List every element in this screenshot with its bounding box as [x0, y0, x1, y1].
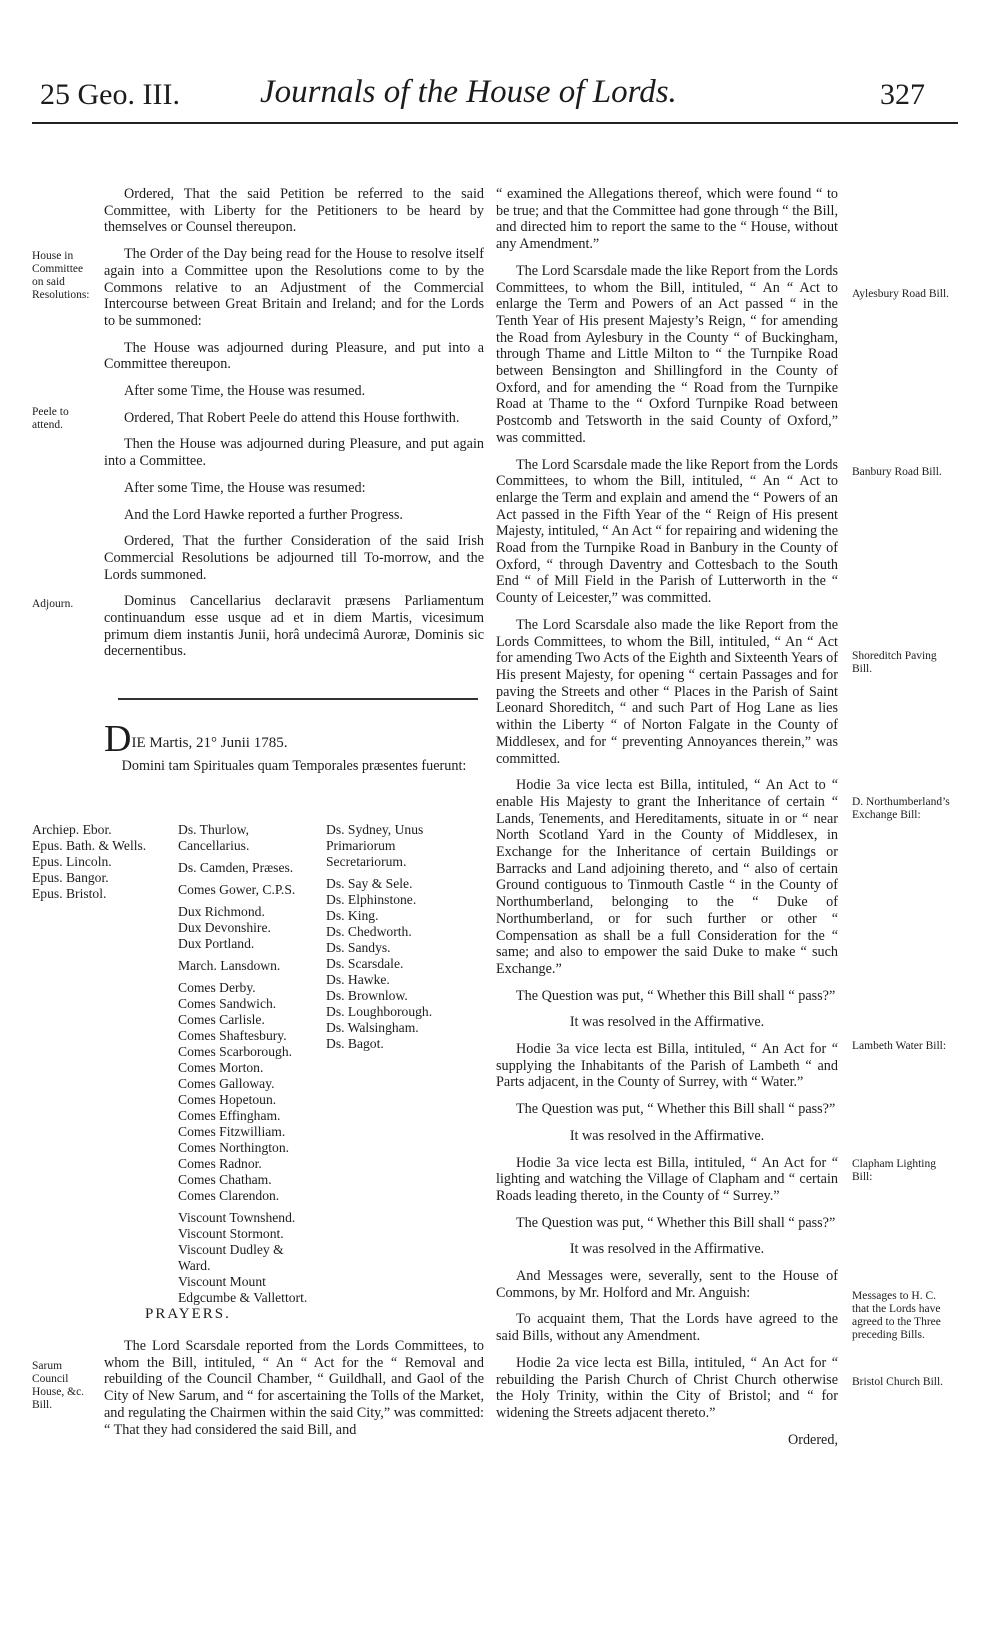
lord-entry: Comes Morton. [178, 1060, 264, 1075]
para-ordered-petition: Ordered, That the said Petition be referred to the said Committee, with Liberty for the Petitioners to be heard by themselves or Counsel thereupon. [104, 186, 484, 236]
catchword: Ordered, [787, 1431, 838, 1448]
date-heading [104, 718, 288, 760]
margin-sarum: Sarum Council House, &c. Bill. [32, 1360, 85, 1411]
lord-entry: Comes Sandwich. [178, 996, 277, 1011]
lord-entry: Comes Gower, C.P.S. [178, 882, 296, 897]
lord-entry: Ds. Walsingham. [326, 1020, 419, 1035]
margin-northumberland: D. Northumberland’s Exchange Bill: [852, 796, 950, 821]
margin-shoreditch: Shoreditch Paving Bill. [852, 650, 937, 675]
para-clapham: Hodie 3a vice lecta est Billa, intituled, “ An Act for “ lighting and watching the Village of Clapham and “ certain Roads leading thereto, in the County of “ Surrey.” [496, 1154, 838, 1204]
lord-entry: Comes Hopetoun. [178, 1092, 277, 1107]
drop-capital: D [104, 718, 132, 760]
date-text: IE Martis, 21° Junii 1785. [131, 735, 288, 751]
lord-entry: Dux Richmond. [178, 904, 265, 919]
lord-entry: Comes Northington. [178, 1140, 290, 1155]
lord-entry: Comes Scarborough. [178, 1044, 293, 1059]
lord-entry: Ds. Bagot. [326, 1036, 384, 1051]
para-bristol: Hodie 2a vice lecta est Billa, intituled, “ An Act for “ rebuilding the Parish Church of Christ Church otherwise the Holy Trinity, within the City of Bristol; and “ for widening the Streets adjacent thereto.” [496, 1354, 838, 1421]
para-messages: And Messages were, severally, sent to the House of Commons, by Mr. Holford and Mr. Anguish: [496, 1268, 838, 1301]
para-northumberland: Hodie 3a vice lecta est Billa, intituled, “ An Act to “ enable His Majesty to grant the Inheritance of certain “ Lands, Tenements, and Hereditaments, situate in or “ near North Scotland Yard in the County of Middlesex, in Exchange for the Inheritance of certain Buildings or Barracks and Land adjoining thereto, and “ also of certain Ground contiguous to Tinmouth Castle “ in the County of Northumberland, belonging to the “ Duke of Northumberland, or for such further or other “ Compensation as shall be a full Consideration for the “ same; and also to empower the said Duke to make “ such Exchange.” [496, 777, 838, 977]
lord-entry: Ds. Say & Sele. [326, 876, 413, 891]
lord-entry: Comes Shaftesbury. [178, 1028, 287, 1043]
lord-entry: Comes Chatham. [178, 1172, 272, 1187]
margin-aylesbury: Aylesbury Road Bill. [852, 288, 950, 300]
lord-entry: Comes Galloway. [178, 1076, 275, 1091]
lord-entry: Ds. Sydney, Unus Primariorum Secretariorum. [326, 822, 424, 869]
lord-entry: Comes Radnor. [178, 1156, 262, 1171]
margin-messages: Messages to H. C. that the Lords have agreed to the Three preceding Bills. [852, 1290, 941, 1341]
question-1: The Question was put, “ Whether this Bill shall “ pass?” [516, 987, 836, 1004]
para-peele: Ordered, That Robert Peele do attend this House forthwith. [124, 409, 460, 426]
question-3: The Question was put, “ Whether this Bill shall “ pass?” [516, 1214, 836, 1231]
lord-entry: Ds. King. [326, 908, 379, 923]
lord-entry: Viscount Stormont. [178, 1226, 284, 1241]
lord-entry: March. Lansdown. [178, 958, 281, 973]
lord-entry: Epus. Lincoln. [32, 854, 112, 869]
lord-entry: Comes Carlisle. [178, 1012, 265, 1027]
lord-entry: Ds. Thurlow, Cancellarius. [178, 822, 250, 853]
left-column-upper [104, 186, 484, 670]
lord-entry: Epus. Bristol. [32, 886, 107, 901]
section-rule [118, 698, 478, 700]
para-adjourned: The House was adjourned during Pleasure, and put into a Committee thereupon. [104, 339, 484, 373]
para-adjourned-again: Then the House was adjourned during Pleasure, and put again into a Committee. [104, 436, 484, 470]
lord-entry: Comes Derby. [178, 980, 256, 995]
header-rule [32, 122, 958, 124]
margin-clapham: Clapham Lighting Bill: [852, 1158, 937, 1183]
left-column-lower [104, 1338, 484, 1448]
right-column [496, 186, 838, 1458]
para-resumed-again: After some Time, the House was resumed: [124, 479, 366, 496]
lords-temporal-2 [326, 822, 476, 1052]
para-aylesbury: The Lord Scarsdale made the like Report from the Lords Committees, to whom the Bill, intituled, “ An “ Act to enlarge the Term and Powers of an Act passed “ in the Tenth Year of His present Majesty’s Reign, “ for amending the Road from Aylesbury in the County “ of Buckingham, through Thame and Little Milton to “ the Turnpike Road between Bensington and Shillingford in the County of Oxford, and for amending the “ Road from the Turnpike Road at Thame to the “ Oxford Turnpike Road between Postcomb and Tetsworth in the said County of Oxford,” was committed. [496, 262, 838, 446]
lords-temporal-1 [178, 822, 318, 1306]
lord-entry: Archiep. Ebor. [32, 822, 112, 837]
lord-entry: Viscount Dudley & Ward. [178, 1242, 284, 1273]
question-2: The Question was put, “ Whether this Bill shall “ pass?” [516, 1101, 836, 1118]
regnal-year: 25 Geo. III. [40, 78, 180, 111]
lord-entry: Comes Effingham. [178, 1108, 281, 1123]
margin-house-committee: House in Committee on said Resolutions: [32, 250, 90, 301]
para-sarum-report: The Lord Scarsdale reported from the Lords Committees, to whom the Bill, intituled, “ An “ Act for the “ Removal and rebuilding of the Council Chamber, “ Guildhall, and Gaol of the City of New Sarum, and “ for ascertaining the Tolls of the Market, and regulating the Chairmen within the said City,” was committed: “ That they had considered the said Bill, and [104, 1338, 484, 1438]
para-shoreditch: The Lord Scarsdale also made the like Report from the Lords Committees, to whom the Bill, intituled, “ An “ Act for amending Two Acts of the Eighth and Sixteenth Years of His present Majesty, for opening “ certain Passages and for paving the Streets and other “ Places in the Parish of Saint Leonard Shoreditch, “ and such Part of Hog Lane as lies within the Liberty “ of Norton Falgate in the County of Middlesex, and for “ preventing Annoyances therein,” was committed. [496, 616, 838, 767]
para-examined: “ examined the Allegations thereof, which were found “ to be true; and that the Committee had gone through “ the Bill, and directed him to report the same to the “ House, without any Amendment.” [496, 186, 838, 253]
lord-entry: Ds. Elphinstone. [326, 892, 417, 907]
lord-entry: Dux Devonshire. [178, 920, 271, 935]
para-order-of-day: The Order of the Day being read for the House to resolve itself again into a Committee upon the Resolutions come to by the Commons relative to an Adjustment of the Commercial Intercourse between Great Britain and Ireland; and for the Lords to be summoned: [104, 246, 484, 329]
lord-entry: Ds. Hawke. [326, 972, 390, 987]
prayers-heading: PRAYERS. [145, 1306, 231, 1322]
margin-adjourn: Adjourn. [32, 598, 74, 610]
lord-entry: Ds. Sandys. [326, 940, 391, 955]
para-hawke: And the Lord Hawke reported a further Progress. [124, 506, 403, 523]
resolved-3: It was resolved in the Affirmative. [569, 1241, 765, 1258]
page-number: 327 [880, 78, 925, 111]
para-latin-adjourn: Dominus Cancellarius declaravit præsens Parliamentum continuandum esse usque ad et in diem Martis, vicesimum primum diem instantis Junii, horâ undecimâ Auroræ, Dominis sic decernentibus. [104, 593, 484, 660]
lord-entry: Ds. Brownlow. [326, 988, 408, 1003]
para-lambeth: Hodie 3a vice lecta est Billa, intituled, “ An Act for “ supplying the Inhabitants of the Parish of Lambeth “ and Parts adjacent, in the County of Surrey, with “ Water.” [496, 1041, 838, 1091]
journal-title: Journals of the House of Lords. [260, 74, 677, 110]
lord-entry: Dux Portland. [178, 936, 255, 951]
para-banbury: The Lord Scarsdale made the like Report from the Lords Committees, to whom the Bill, intituled, “ An “ Act to enlarge the Term and explain and amend the “ Powers of an Act passed in the Fifth Year of the “ Reign of His present Majesty, intituled, “ An Act “ for repairing and widening the Road from the Turnpike Road in Banbury in the County of Oxford, “ through Daventry and Cottesbach to the South End “ of Mill Field in the Parish of Lutterworth in the “ County of Leicester,” was committed. [496, 456, 838, 607]
lord-entry: Ds. Camden, Præses. [178, 860, 294, 875]
lords-spiritual [32, 822, 146, 902]
lord-entry: Viscount Mount Edgcumbe & Vallettort. [178, 1274, 308, 1305]
lord-entry: Ds. Loughborough. [326, 1004, 433, 1019]
margin-banbury: Banbury Road Bill. [852, 466, 942, 478]
lord-entry: Viscount Townshend. [178, 1210, 296, 1225]
resolved-1: It was resolved in the Affirmative. [569, 1014, 765, 1031]
lord-entry: Epus. Bath. & Wells. [32, 838, 147, 853]
para-acquaint: To acquaint them, That the Lords have agreed to the said Bills, without any Amendment. [496, 1311, 838, 1345]
lord-entry: Comes Fitzwilliam. [178, 1124, 286, 1139]
domini-heading: Domini tam Spirituales quam Temporales præsentes fuerunt: [121, 758, 467, 774]
resolved-2: It was resolved in the Affirmative. [569, 1127, 765, 1144]
para-irish-resolutions: Ordered, That the further Consideration of the said Irish Commercial Resolutions be adjourned till To-morrow, and the Lords summoned. [104, 533, 484, 583]
lord-entry: Ds. Scarsdale. [326, 956, 404, 971]
margin-lambeth: Lambeth Water Bill: [852, 1040, 947, 1052]
margin-bristol: Bristol Church Bill. [852, 1376, 944, 1388]
page-header [0, 66, 992, 120]
lord-entry: Ds. Chedworth. [326, 924, 412, 939]
margin-peele: Peele to attend. [32, 406, 69, 431]
para-resumed: After some Time, the House was resumed. [124, 383, 366, 400]
lord-entry: Epus. Bangor. [32, 870, 109, 885]
lord-entry: Comes Clarendon. [178, 1188, 280, 1203]
